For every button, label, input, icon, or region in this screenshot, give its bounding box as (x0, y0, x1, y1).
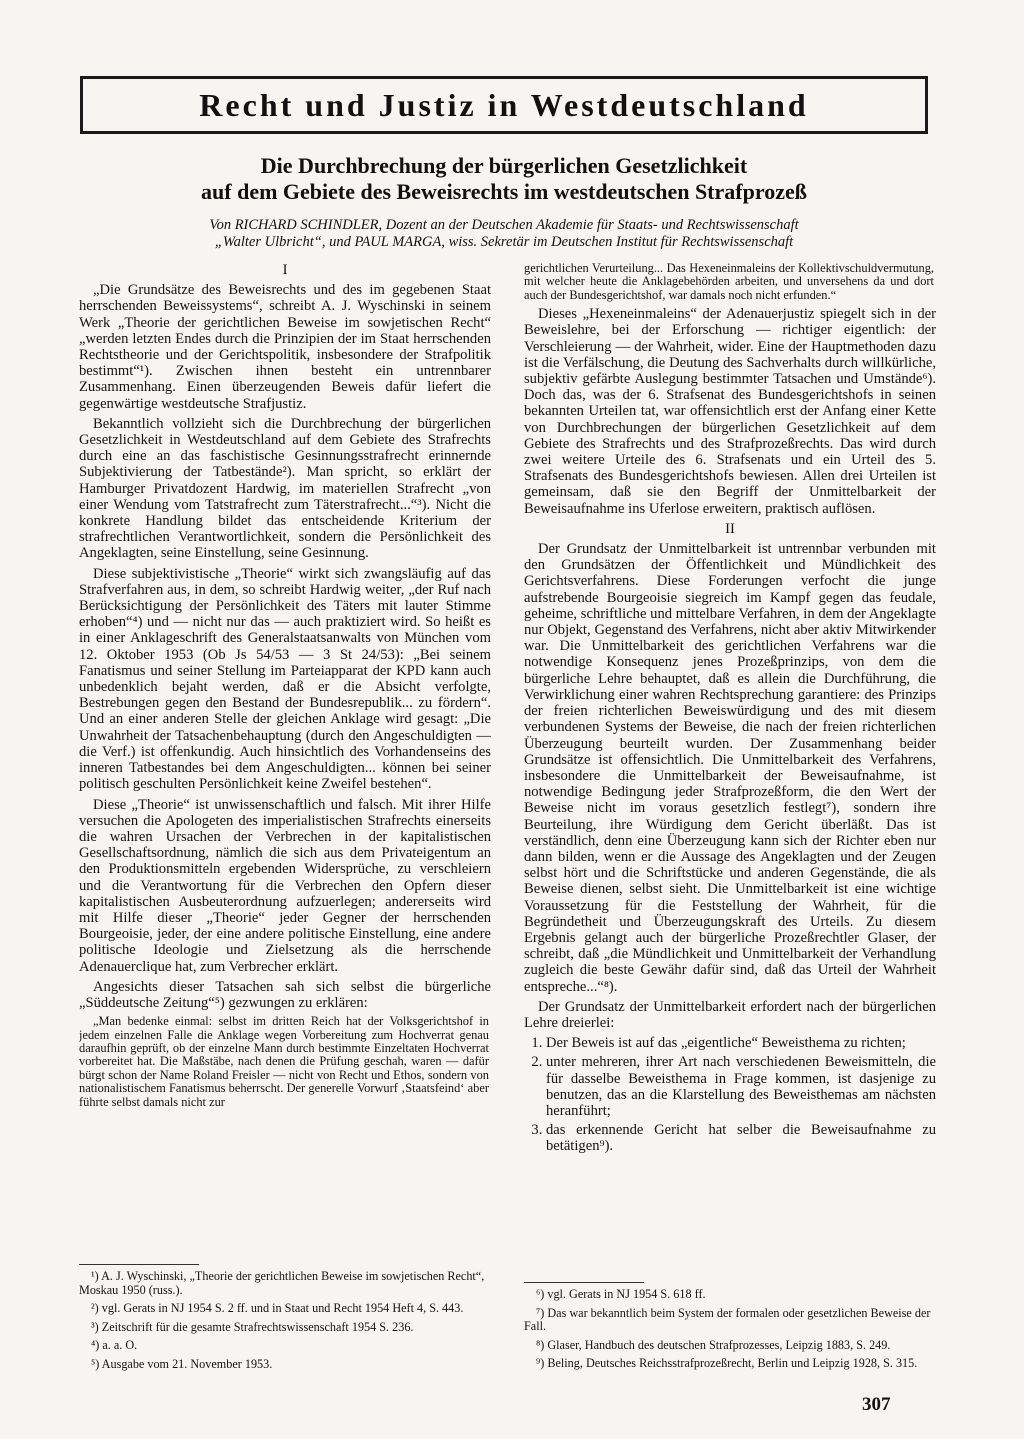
paragraph: Bekanntlich vollzieht sich die Durchbrechung der bürgerlichen Gesetzlichkeit in Westdeutschland auf dem Gebiete des Strafrechts durch eine an das faschistische Gesinnungsstrafrecht erinnernde Subjektivierung der Tatbestände²). Man spricht, so erklärt der Hamburger Privatdozent Hardwig, im materiellen Strafrecht „von einer Wendung vom Tatstrafrecht zum Täterstrafrecht...“³). Nicht die konkrete Handlung bildet das entscheidende Kriterium der strafrechtlichen Verantwortlichkeit, sondern die Persönlichkeit des Angeklagten, seine Einstellung, seine Gesinnung. (79, 415, 491, 562)
footnote: ⁷) Das war bekanntlich beim System der formalen oder gesetzlichen Beweise der Fall. (524, 1305, 931, 1334)
section-header-box (80, 76, 928, 134)
paragraph: Der Grundsatz der Unmittelbarkeit ist untrennbar verbunden mit den Grundsätzen der Öffentlichkeit und Mündlichkeit des Gerichtsverfahrens. Diese Forderungen verfocht die junge aufstrebende Bourgeoisie siegreich im Kampf gegen das feudale, geheime, schriftliche und mittelbare Verfahren, in dem der Angeklagte nur Objekt, Gegenstand des Verfahrens, nicht aber aktiv Mitwirkender war. Die Unmittelbarkeit des gerichtlichen Verfahrens war die notwendige Konsequenz jenes Prozeßprinzips, von dem die bürgerliche Lehre behauptet, daß es allein die Durchführung, die Verwirklichung einer wahren Rechtsprechung garantiere: des Prinzips der freien richterlichen Beweiswürdigung und des mit diesem verbundenen Systems der Beweise, die nach der freien richterlichen Überzeugung beurteilt wurden. Der Zusammenhang beider Grundsätze ist offensichtlich. Die Unmittelbarkeit des Verfahrens, insbesondere die Unmittelbarkeit der Beweisaufnahme, ist notwendige Bedingung jeder Strafprozeßform, die den Wert der Beweise nicht im voraus gesetzlich festlegt⁷), sondern ihre Beurteilung, ihre Würdigung dem Gericht überläßt. Das ist verständlich, denn eine Überzeugung kann sich der Richter eben nur dann bilden, wenn er die Aussage des Angeklagten und der Zeugen selbst hört und die Schriftstücke und anderen Gegenstände, die als Beweise dienen, selbst sieht. Die Unmittelbarkeit ist eine wichtige Voraussetzung für die Feststellung der Wahrheit, für die Begründetheit und Überzeugungskraft des Urteils. Zu diesem Ergebnis gelangt auch der bürgerliche Prozeßrechtler Glaser, der schreibt, daß „die Mündlichkeit und Unmittelbarkeit der Verhandlung zugleich die beste Gewähr dafür sind, daß das Urteil der Wahrheit entspreche...“⁸). (524, 541, 936, 995)
footnote: ³) Zeitschrift für die gesamte Strafrechtswissenschaft 1954 S. 236. (91, 1319, 414, 1334)
paragraph: Der Grundsatz der Unmittelbarkeit erfordert nach der bürgerlichen Lehre dreierlei: (524, 998, 936, 1031)
paragraph: Dieses „Hexeneinmaleins“ der Adenauerjustiz spiegelt sich in der Beweislehre, bei der Erforschung — richtiger eigentlich: der Verschleierung — der Wahrheit, wider. Eine der Hauptmethoden dazu ist die Verfälschung, die Deutung des Sachverhalts durch willkürliche, subjektiv gefärbte Auslegung bestimmter Tatsachen und Umstände⁶). Doch das, was der 6. Strafsenat des Bundesgerichtshofs in seinen bekannten Urteilen tat, war offensichtlich erst der Anfang einer Kette von Durchbrechungen der bürgerlichen Gesetzlichkeit auf dem Gebiete des Strafrechts und des Strafprozeßrechts. Das wird durch zwei weitere Urteile des 6. Strafsenats und ein Urteil des 5. Strafsenats des Bundesgerichtshofs bewiesen. Allen drei Urteilen ist gemeinsam, daß sie den Begriff der Unmittelbarkeit der Beweisaufnahme ins Uferlose erweitern, praktisch auflösen. (524, 306, 936, 517)
paragraph: „Die Grundsätze des Beweisrechts und des im gegebenen Staat herrschenden Beweissystems“, schreibt A. J. Wyschinski in seinem Werk „Theorie der gerichtlichen Beweise im sowjetischen Recht“ „werden letzten Endes durch die Prinzipien der im Staat herrschenden Rechtstheorie und der Gerichtspolitik, insbesondere der Strafpolitik bestimmt“¹). Zwischen ihnen besteht ein untrennbarer Zusammenhang. Einen überzeugenden Beweis dafür liefert die gegenwärtige westdeutsche Strafjustiz. (79, 282, 491, 412)
footnote: ²) vgl. Gerats in NJ 1954 S. 2 ff. und in Staat und Recht 1954 Heft 4, S. 443. (91, 1301, 464, 1316)
block-quote-continuation: gerichtlichen Verurteilung... Das Hexeneinmaleins der Kollektivschuldvermutung, mit welcher heute die Anklagebehörden arbeiten, und unversehens da und dort auch der Bundesgerichtshof, war damals noch nicht erfunden.“ (524, 262, 934, 302)
footnote-rule-left (79, 1264, 199, 1265)
right-column (524, 262, 936, 1382)
footnote: ⁹) Beling, Deutsches Reichsstrafprozeßrecht, Berlin und Leipzig 1928, S. 315. (536, 1356, 918, 1371)
list-item: 3. das erkennende Gericht hat selber die Beweisaufnahme zu betätigen⁹). (546, 1122, 936, 1154)
footnote: ¹) A. J. Wyschinski, „Theorie der gerichtlichen Beweise im sowjetischen Recht“, Moskau 1950 (russ.). (79, 1269, 485, 1297)
list-item: 2. unter mehreren, ihrer Art nach verschiedenen Beweismitteln, die für dasselbe Beweisthema in Frage kommen, ist dasjenige zu benutzen, das an die Klarstellung des Beweisthemas am nächsten heranführt; (546, 1054, 936, 1119)
footnote: ⁴) a. a. O. (91, 1338, 138, 1353)
list-item: 1. Der Beweis ist auf das „eigentliche“ Beweisthema zu richten; (546, 1035, 936, 1051)
footnote-rule-right (524, 1282, 644, 1283)
paragraph: Diese subjektivistische „Theorie“ wirkt sich zwangsläufig auf das Strafverfahren aus, in dem, so schreibt Hardwig weiter, „der Ruf nach Berücksichtigung der Persönlichkeit des Täters mit lauter Stimme erhoben“⁴) und — nicht nur das — auch praktiziert wird. So heißt es in einer Anklageschrift des Generalstaatsanwalts von München vom 12. Oktober 1953 (Ob Js 54/53 — 3 St 24/53): „Bei seinem Fanatismus und seiner Stellung im Parteiapparat der KPD kann auch unbedenklich bejaht werden, daß er die Absicht verfolgte, Bestrebungen gegen den Bestand der Bundesrepublik... zu fördern“. Und an einer anderen Stelle der gleichen Anklage wird gesagt: „Die Unwahrheit der Tatsachenbehauptung (durch den Angeschuldigten — die Verf.) ist offenkundig. Auch hinsichtlich des Vorhandenseins des inneren Tatbestandes bei dem Angeschuldigten... können bei seiner politisch geschulten Persönlichkeit keine Zweifel bestehen“. (79, 565, 491, 793)
section-number-i: I (282, 262, 288, 278)
article-headline-line-2: auf dem Gebiete des Beweisrechts im westdeutschen Strafprozeß (201, 179, 807, 204)
section-number-ii: II (725, 520, 735, 537)
section-title: Recht und Justiz in Westdeutschland (199, 86, 809, 123)
footnotes-right (524, 1288, 936, 1376)
paragraph: Angesichts dieser Tatsachen sah sich selbst die bürgerliche „Süddeutsche Zeitung“⁵) gezwungen zu erklären: (79, 978, 491, 1011)
byline-line-2: „Walter Ulbricht“, und PAUL MARGA, wiss. Sekretär im Deutschen Institut für Rechtswissenschaft (214, 234, 794, 250)
block-quote: „Man bedenke einmal: selbst im dritten Reich hat der Volksgerichtshof in jedem einzelnen Falle die Anklage wegen Vorbereitung zum Hochverrat genau daraufhin geprüft, ob der einzelne Mann durch bestimmte Einzeltaten Hochverrat vorbereitet hat. Die Maßstäbe, nach denen die Prüfung geschah, waren — dafür bürgt schon der Name Roland Freisler — nicht von Recht und Ethos, sondern von nationalistischem Fanatismus beherrscht. Der generelle Vorwurf ‚Staatsfeind‘ aber führte selbst damals nicht zur (79, 1014, 489, 1109)
page-number: 307 (862, 1394, 891, 1415)
footnotes-left (79, 1270, 491, 1377)
paragraph: Diese „Theorie“ ist unwissenschaftlich und falsch. Mit ihrer Hilfe versuchen die Apologeten des imperialistischen Strafrechts einerseits die wahren Ursachen der Verbrechen in der kapitalistischen Gesellschaftsordnung, nämlich die sich aus dem Privateigentum an den Produktionsmitteln ergebenden Widersprüche, zu verschleiern und die Verantwortung für die Verbrechen den Opfern dieser kapitalistischen Ausbeuterordnung aufzuerlegen; andererseits wird mit Hilfe dieser „Theorie“ jeder Gegner der herrschenden Bourgeoisie, jeder, der eine andere politische Einstellung, eine andere politische Ideologie und Zielsetzung als die herrschende Adenauerclique hat, zum Verbrecher erklärt. (79, 796, 491, 975)
footnote: ⁸) Glaser, Handbuch des deutschen Strafprozesses, Leipzig 1883, S. 249. (536, 1337, 891, 1352)
byline-line-1: Von RICHARD SCHINDLER, Dozent an der Deutschen Akademie für Staats- und Rechtswissenschaft (209, 217, 799, 233)
footnote: ⁶) vgl. Gerats in NJ 1954 S. 618 ff. (536, 1287, 706, 1301)
left-column (79, 262, 491, 1382)
footnote: ⁵) Ausgabe vom 21. November 1953. (91, 1356, 273, 1371)
numbered-list (524, 1035, 936, 1154)
article-headline-line-1: Die Durchbrechung der bürgerlichen Gesetzlichkeit (260, 153, 748, 178)
